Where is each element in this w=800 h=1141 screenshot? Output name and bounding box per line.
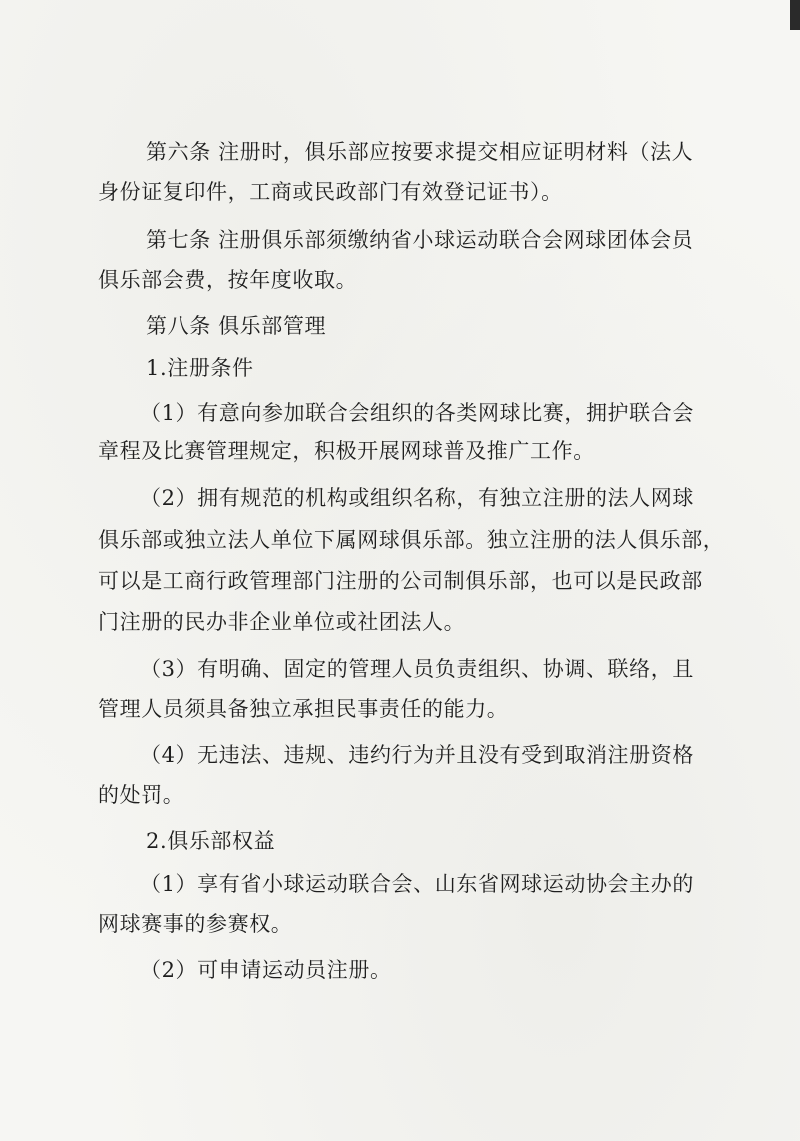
- item-3-line-2: 管理人员须具备独立承担民事责任的能力。: [98, 697, 509, 721]
- item-2-line-1: （2）拥有规范的机构或组织名称，有独立注册的法人网球: [140, 486, 694, 510]
- item-2-line-4: 门注册的民办非企业单位或社团法人。: [98, 610, 466, 634]
- item-4-line-2: 的处罚。: [98, 783, 185, 807]
- scan-edge-mark: [790, 0, 800, 30]
- item-4-line-1: （4）无违法、违规、违约行为并且没有受到取消注册资格: [140, 743, 694, 767]
- item-2-line-2: 俱乐部或独立法人单位下属网球俱乐部。独立注册的法人俱乐部，: [98, 528, 725, 552]
- item-3-line-1: （3）有明确、固定的管理人员负责组织、协调、联络，且: [140, 657, 694, 681]
- article-7-line-2: 俱乐部会费，按年度收取。: [98, 268, 358, 292]
- article-7-line-1: 第七条 注册俱乐部须缴纳省小球运动联合会网球团体会员: [146, 228, 694, 252]
- article-6-line-2: 身份证复印件，工商或民政部门有效登记证书）。: [98, 180, 563, 204]
- item-1-line-1: （1）有意向参加联合会组织的各类网球比赛，拥护联合会: [140, 401, 694, 425]
- section-1-heading: 1.注册条件: [146, 356, 254, 380]
- item-1-line-2: 章程及比赛管理规定，积极开展网球普及推广工作。: [98, 439, 595, 463]
- rights-1-line-2: 网球赛事的参赛权。: [98, 912, 293, 936]
- rights-2-line-1: （2）可申请运动员注册。: [140, 958, 392, 982]
- article-8-heading: 第八条 俱乐部管理: [146, 314, 327, 338]
- rights-1-line-1: （1）享有省小球运动联合会、山东省网球运动协会主办的: [140, 872, 694, 896]
- article-6-line-1: 第六条 注册时，俱乐部应按要求提交相应证明材料（法人: [146, 140, 694, 164]
- section-2-heading: 2.俱乐部权益: [146, 829, 276, 853]
- item-2-line-3: 可以是工商行政管理部门注册的公司制俱乐部，也可以是民政部: [98, 569, 703, 593]
